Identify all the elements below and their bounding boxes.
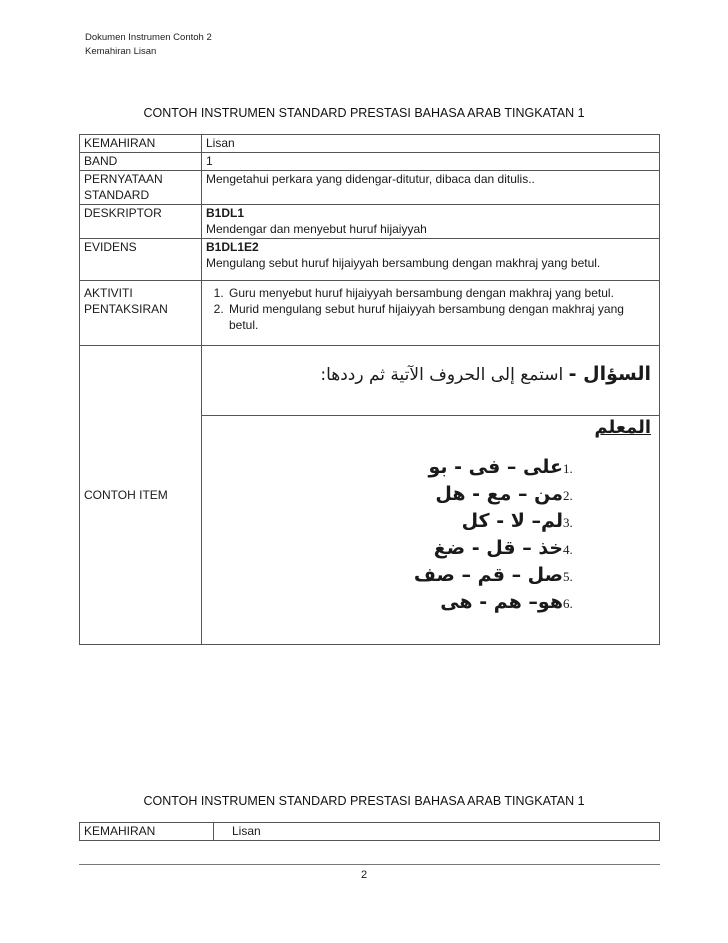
value-band: 1 <box>202 153 660 171</box>
value-evidens <box>202 239 660 281</box>
row-evidens <box>80 239 660 281</box>
label-aktiviti: AKTIVITI PENTAKSIRAN <box>80 281 202 346</box>
item-text: خذ – قل - ضغ <box>433 537 563 559</box>
deskriptor-text: Mendengar dan menyebut huruf hijaiyyah <box>206 222 427 236</box>
page-title: CONTOH INSTRUMEN STANDARD PRESTASI BAHASA ARAB TINGKATAN 1 <box>143 106 585 120</box>
evidens-text: Mengulang sebut huruf hijaiyyah bersambung dengan makhraj yang betul. <box>206 256 601 270</box>
header-doc-name: Dokumen Instrumen Contoh 2 <box>85 32 212 43</box>
deskriptor-code: B1DL1 <box>206 206 245 220</box>
row-pernyataan <box>80 171 660 205</box>
list-item <box>202 481 593 508</box>
label-deskriptor: DESKRIPTOR <box>80 205 202 239</box>
instrument-table <box>79 134 660 645</box>
value-kemahiran: Lisan <box>202 135 660 153</box>
activity-item: 1. Guru menyebut huruf hijaiyyah bersambung dengan makhraj yang betul. <box>227 285 655 301</box>
item-text: هو– هم - هى <box>440 591 563 613</box>
label-band: BAND <box>80 153 202 171</box>
list-item <box>202 454 593 481</box>
row-contoh-item <box>80 346 660 416</box>
footer-divider <box>79 864 660 865</box>
page-number: 2 <box>360 869 368 881</box>
label-pernyataan: PERNYATAAN STANDARD <box>80 171 202 205</box>
row-kemahiran <box>80 135 660 153</box>
label-kemahiran: KEMAHIRAN <box>80 135 202 153</box>
second-table <box>79 822 660 841</box>
activity-item: 2. Murid mengulang sebut huruf hijaiyyah bersambung dengan makhraj yang betul. <box>227 301 655 333</box>
second-title: CONTOH INSTRUMEN STANDARD PRESTASI BAHASA ARAB TINGKATAN 1 <box>143 794 585 808</box>
items-cell <box>202 416 660 645</box>
activity-list <box>206 285 655 333</box>
question-cell <box>202 346 660 416</box>
value-pernyataan: Mengetahui perkara yang didengar-ditutur, dibaca dan ditulis.. <box>202 171 660 205</box>
item-list <box>202 454 659 616</box>
teacher-heading: المعلم <box>594 417 651 438</box>
row-band <box>80 153 660 171</box>
value-kemahiran-2: Lisan <box>214 823 660 841</box>
item-number: .2 <box>563 488 573 503</box>
list-item <box>202 508 593 535</box>
value-deskriptor <box>202 205 660 239</box>
label-evidens: EVIDENS <box>80 239 202 281</box>
item-number: .5 <box>563 569 573 584</box>
item-number: .1 <box>563 461 573 476</box>
list-item <box>202 562 593 589</box>
row-kemahiran-2 <box>80 823 660 841</box>
item-number: .3 <box>563 515 573 530</box>
item-text: صل – قم – صف <box>413 564 563 586</box>
item-text: لم– لا - كل <box>461 510 563 532</box>
list-item <box>202 589 593 616</box>
row-deskriptor <box>80 205 660 239</box>
label-kemahiran-2: KEMAHIRAN <box>80 823 214 841</box>
list-item <box>202 535 593 562</box>
item-number: .6 <box>563 596 573 611</box>
evidens-code: B1DL1E2 <box>206 240 259 254</box>
row-aktiviti <box>80 281 660 346</box>
item-text: على – فى - بو <box>428 456 563 478</box>
question <box>202 346 659 383</box>
item-number: .4 <box>563 542 573 557</box>
label-contoh-item: CONTOH ITEM <box>80 346 202 645</box>
question-text: استمع إلى الحروف الآتية ثم رددها: <box>320 365 564 385</box>
item-text: من – مع - هل <box>435 483 563 505</box>
header-skill: Kemahiran Lisan <box>85 46 157 57</box>
question-label: السؤال - <box>568 363 651 385</box>
value-aktiviti <box>202 281 660 346</box>
